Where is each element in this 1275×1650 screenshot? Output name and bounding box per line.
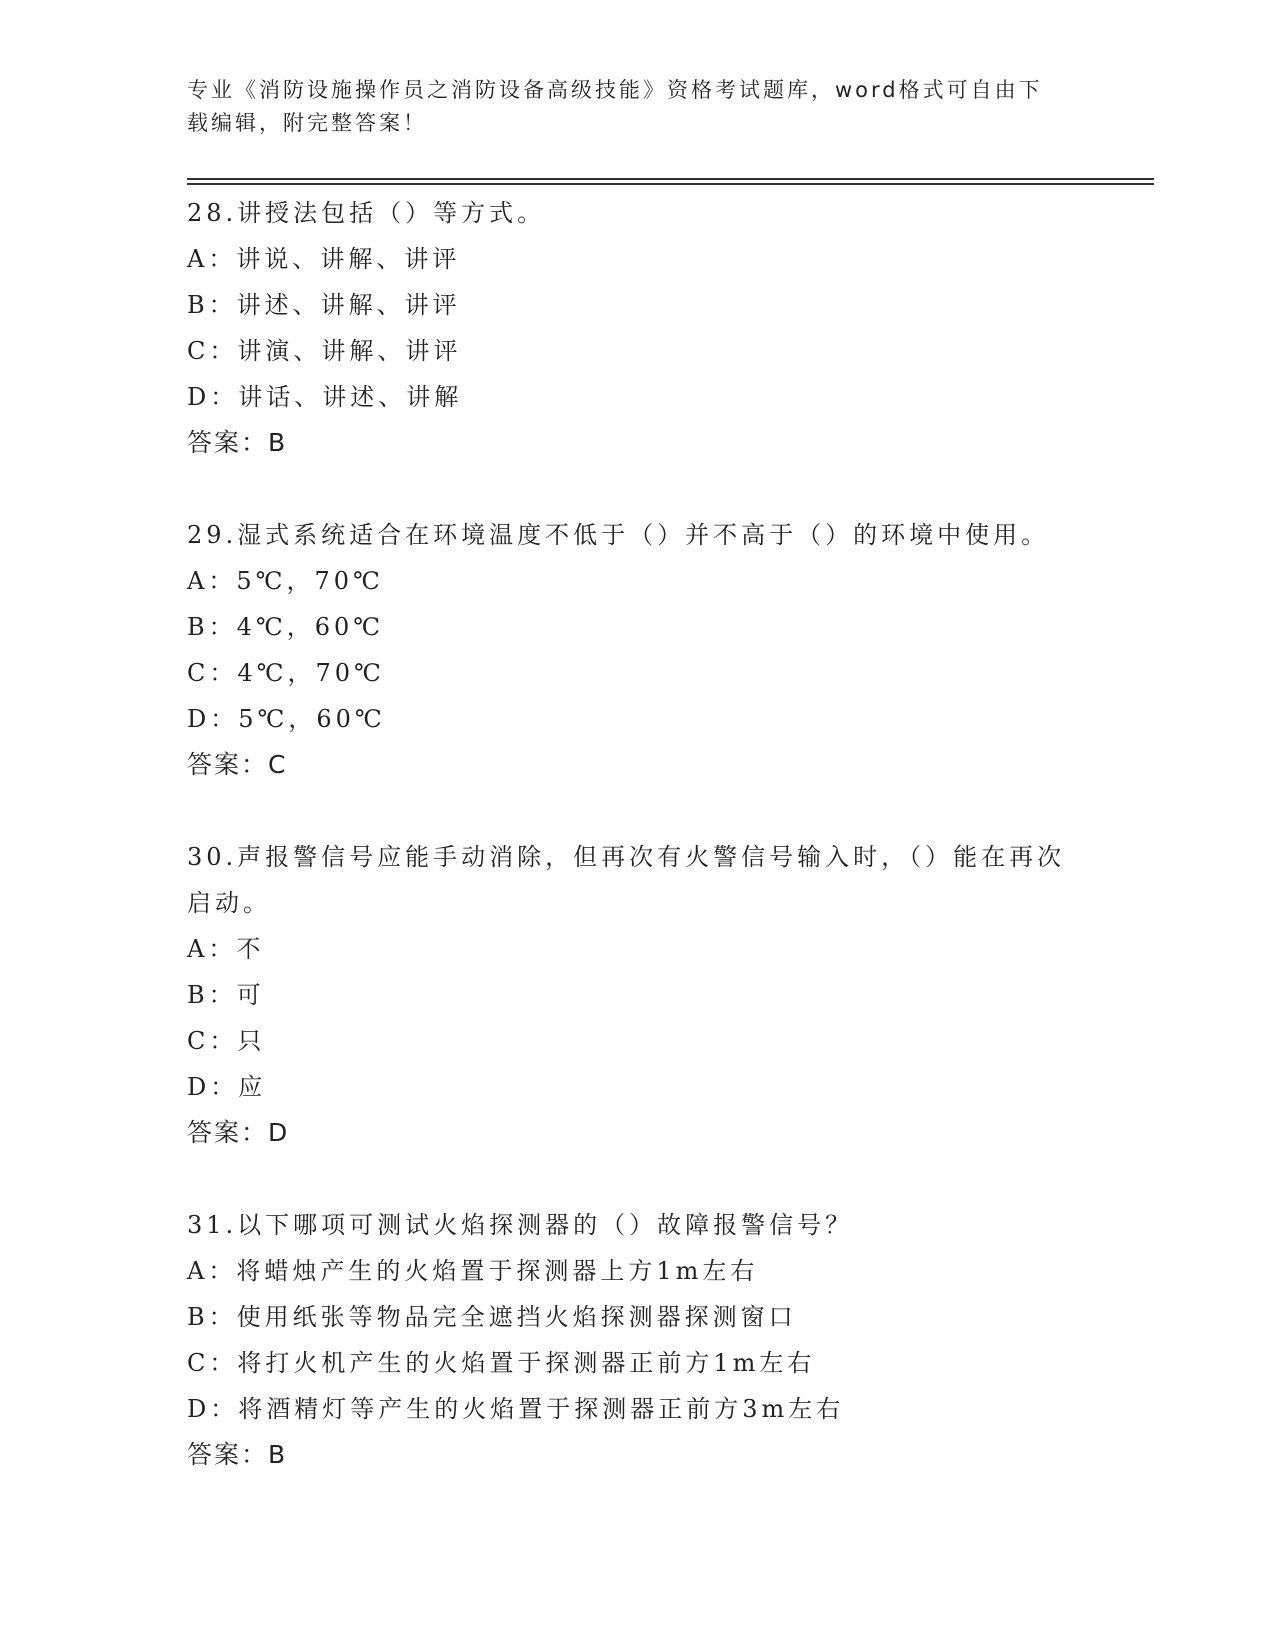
option-d: D：将酒精灯等产生的火焰置于探测器正前方3m左右 — [187, 1395, 845, 1423]
question-28 — [187, 190, 1107, 466]
option-d: D：5℃，60℃ — [187, 705, 386, 733]
header-divider-bottom — [187, 183, 1154, 185]
header-divider-top — [187, 178, 1154, 180]
question-text: 28.讲授法包括（）等方式。 — [187, 199, 546, 227]
option-b: B：讲述、讲解、讲评 — [187, 291, 461, 319]
question-31 — [187, 1202, 1107, 1478]
option-c: C：将打火机产生的火焰置于探测器正前方1m左右 — [187, 1349, 816, 1377]
option-d: D：应 — [187, 1073, 267, 1101]
option-b: B：使用纸张等物品完全遮挡火焰探测器探测窗口 — [187, 1303, 797, 1331]
document-header — [187, 74, 1087, 140]
option-a: A：5℃，70℃ — [187, 567, 384, 595]
question-text: 31.以下哪项可测试火焰探测器的（）故障报警信号？ — [187, 1211, 854, 1239]
option-a: A：不 — [187, 935, 265, 963]
question-list — [187, 190, 1107, 1524]
header-line-2: 载编辑，附完整答案！ — [187, 111, 427, 135]
question-30 — [187, 834, 1107, 1156]
option-d: D：讲话、讲述、讲解 — [187, 383, 463, 411]
option-a: A：讲说、讲解、讲评 — [187, 245, 461, 273]
option-c: C：讲演、讲解、讲评 — [187, 337, 462, 365]
option-a: A：将蜡烛产生的火焰置于探测器上方1m左右 — [187, 1257, 759, 1285]
answer: 答案：B — [187, 428, 288, 457]
answer: 答案：C — [187, 750, 288, 779]
option-b: B：可 — [187, 981, 265, 1009]
header-line-1: 专业《消防设施操作员之消防设备高级技能》资格考试题库，word格式可自由下 — [187, 78, 1043, 102]
option-c: C：4℃，70℃ — [187, 659, 385, 687]
option-b: B：4℃，60℃ — [187, 613, 385, 641]
answer: 答案：B — [187, 1440, 288, 1469]
option-c: C：只 — [187, 1027, 266, 1055]
answer: 答案：D — [187, 1118, 290, 1147]
question-text: 30.声报警信号应能手动消除，但再次有火警信号输入时，（）能在再次启动。 — [187, 843, 1066, 917]
question-text: 29.湿式系统适合在环境温度不低于（）并不高于（）的环境中使用。 — [187, 521, 1050, 549]
question-29 — [187, 512, 1107, 788]
